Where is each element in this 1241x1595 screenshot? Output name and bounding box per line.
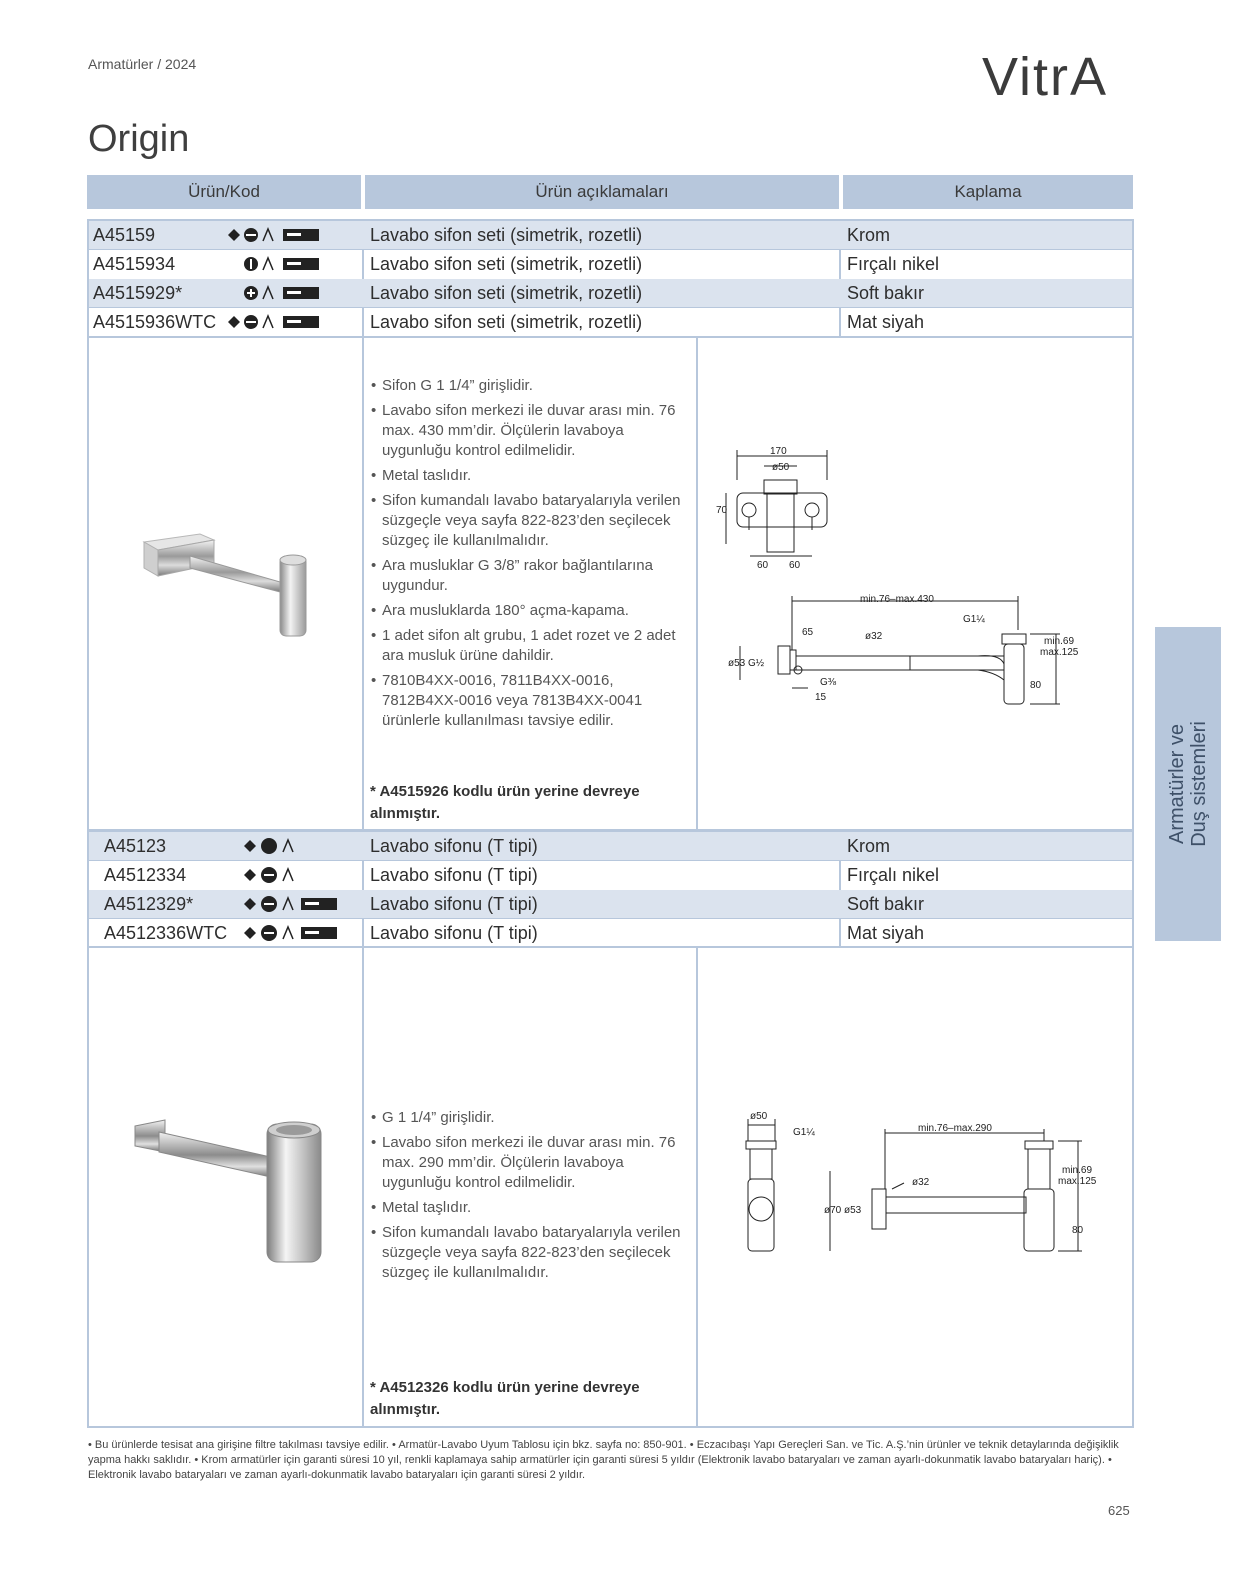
product-code: A4515929* xyxy=(93,282,183,303)
product-code: A4512336WTC xyxy=(104,922,228,943)
feature-item: • Metal taşlıdır. xyxy=(370,1198,688,1218)
feature-icons-svg xyxy=(243,924,339,942)
table-row xyxy=(89,308,1132,336)
feature-icons-svg xyxy=(227,226,323,244)
dim-80: 80 xyxy=(1072,1225,1084,1236)
table-left-rule xyxy=(87,219,89,1428)
technical-drawing-1 xyxy=(700,440,1130,730)
table-row xyxy=(89,919,1132,947)
product-description: Lavabo sifonu (T tipi) xyxy=(370,864,538,885)
technical-drawing-2 xyxy=(720,1105,1120,1275)
product-finish: Krom xyxy=(847,224,891,245)
product-code: A4512334 xyxy=(104,864,187,885)
feature-icons-svg xyxy=(243,895,339,913)
feature-icons-svg xyxy=(243,837,299,855)
product-code: A45159 xyxy=(93,224,156,245)
dim-range: min.76–max.290 xyxy=(918,1123,992,1134)
product-code: A4515936WTC xyxy=(93,311,217,332)
dim-g38: G⅜ xyxy=(820,677,837,688)
feature-icons xyxy=(243,254,323,274)
product-finish: Mat siyah xyxy=(847,922,925,943)
table-bottom-rule xyxy=(87,1426,1134,1428)
product-description: Lavabo sifon seti (simetrik, rozetli) xyxy=(370,282,643,303)
dim-d50: ø50 xyxy=(750,1111,768,1122)
product-code: A4515934 xyxy=(93,253,176,274)
feature-icons xyxy=(227,312,323,332)
footer-notes: • Bu ürünlerde tesisat ana girişine filtre takılması tavsiye edilir. • Armatür-Lavabo Uyum Tablosu için bkz. sayfa no: 850-901. • Eczacıbaşı Yapı Gereçleri San. ve Tic. A.Ş.’nin ürünler ve teknik detaylarında değişiklik yapma hakkı saklıdır. • Krom armatürler için garanti süresi 10 yıl, renkli kaplamaya sahip armatürler için garanti süresi 5 yıldır (Elektronik lavabo bataryaları ve zaman ayarlı-dokunmatik lavabo bataryaları hariç). • Elektronik lavabo bataryaları ve zaman ayarlı-dokunmatik lavabo bataryaları için garanti süresi 2 yıldır. xyxy=(88,1439,1119,1481)
dim-60a: 60 xyxy=(757,560,769,571)
breadcrumb: Armatürler / 2024 xyxy=(88,56,197,72)
feature-icons-svg xyxy=(243,255,323,273)
feature-item: • Sifon kumandalı lavabo bataryalarıyla verilen süzgeçle veya sayfa 822-823’den seçilecek süzgeç ile kullanılmalıdır. xyxy=(370,491,688,551)
side-tab-label: Armatürler ve Duş sistemleri xyxy=(1166,721,1210,847)
dim-d32: ø32 xyxy=(912,1177,930,1188)
feature-item: • G 1 1/4” girişlidir. xyxy=(370,1108,688,1128)
feature-item: • Metal taslıdır. xyxy=(370,466,688,486)
page-title: Origin xyxy=(88,118,190,160)
group-rule xyxy=(87,336,1134,338)
feature-icons xyxy=(243,923,339,943)
product-description: Lavabo sifonu (T tipi) xyxy=(370,893,538,914)
dim-h70: 70 xyxy=(716,505,728,516)
column-header-description: Ürün açıklamaları xyxy=(365,175,839,209)
feature-item: • 1 adet sifon alt grubu, 1 adet rozet ve 2 adet ara musluk ürüne dahildir. xyxy=(370,626,688,666)
product-finish: Krom xyxy=(847,835,891,856)
product-finish: Soft bakır xyxy=(847,893,925,914)
product-description: Lavabo sifon seti (simetrik, rozetli) xyxy=(370,224,643,245)
column-divider xyxy=(696,336,698,830)
dim-d32: ø32 xyxy=(865,631,883,642)
feature-list xyxy=(370,1108,688,1288)
dim-minmax: min.69 xyxy=(1062,1165,1093,1176)
feature-icons xyxy=(243,865,299,885)
column-divider xyxy=(696,947,698,1428)
column-header-code: Ürün/Kod xyxy=(87,175,361,209)
table-row xyxy=(89,279,1132,307)
dim-60b: 60 xyxy=(789,560,801,571)
page-number: 625 xyxy=(1108,1503,1130,1518)
table-row xyxy=(89,832,1132,860)
product-finish: Fırçalı nikel xyxy=(847,253,940,274)
table-row xyxy=(89,221,1132,249)
feature-item: • Lavabo sifon merkezi ile duvar arası min. 76 max. 430 mm’dir. Ölçülerin lavaboya uygunluğu kontrol edilmelidir. xyxy=(370,401,688,461)
feature-item: • Sifon G 1 1/4” girişlidir. xyxy=(370,376,688,396)
dim-thread: G1¼ xyxy=(963,614,985,625)
replacement-note: * A4512326 kodlu ürün yerine devreye alınmıştır. xyxy=(370,1379,640,1418)
feature-item: • Ara musluklarda 180° açma-kapama. xyxy=(370,601,688,621)
column-divider xyxy=(362,219,364,1428)
brand-logo: VitrA xyxy=(982,47,1109,107)
product-code: A45123 xyxy=(104,835,167,856)
column-header-finish: Kaplama xyxy=(843,175,1133,209)
product-finish: Soft bakır xyxy=(847,282,925,303)
table-row xyxy=(89,861,1132,889)
dim-d50: ø50 xyxy=(772,462,790,473)
dim-range: min.76–max.430 xyxy=(860,594,934,605)
dim-minmax: min.69 xyxy=(1044,636,1075,647)
dim-thread: G1¼ xyxy=(793,1127,815,1138)
feature-icons xyxy=(227,225,323,245)
product-finish: Mat siyah xyxy=(847,311,925,332)
product-description: Lavabo sifon seti (simetrik, rozetli) xyxy=(370,253,643,274)
dim-minmax: max.125 xyxy=(1058,1176,1097,1187)
feature-icons-svg xyxy=(243,284,323,302)
product-code: A4512329* xyxy=(104,893,194,914)
product-image-bottle-trap xyxy=(125,1112,335,1272)
feature-icons xyxy=(243,283,323,303)
feature-icons xyxy=(243,836,299,856)
feature-icons-svg xyxy=(227,313,323,331)
dim-width: 170 xyxy=(770,446,787,457)
dim-15: 15 xyxy=(815,692,827,703)
dim-minmax: max.125 xyxy=(1040,647,1079,658)
feature-item: • Lavabo sifon merkezi ile duvar arası min. 76 max. 290 mm’dir. Ölçülerin lavaboya uygunluğu kontrol edilmelidir. xyxy=(370,1133,688,1193)
table-right-rule xyxy=(1132,219,1134,1428)
dim-d53: ø53 G½ xyxy=(728,658,765,669)
side-section-tab[interactable] xyxy=(1155,627,1221,941)
replacement-note: * A4515926 kodlu ürün yerine devreye alınmıştır. xyxy=(370,783,640,822)
product-image-bottle-trap-set xyxy=(130,520,330,640)
table-row xyxy=(89,250,1132,278)
feature-icons-svg xyxy=(243,866,299,884)
product-description: Lavabo sifon seti (simetrik, rozetli) xyxy=(370,311,643,332)
feature-item: • Ara musluklar G 3/8” rakor bağlantılarına uygundur. xyxy=(370,556,688,596)
table-row xyxy=(89,890,1132,918)
dim-d70-d53: ø70 ø53 xyxy=(824,1205,862,1216)
product-finish: Fırçalı nikel xyxy=(847,864,940,885)
dim-80: 80 xyxy=(1030,680,1042,691)
feature-item: • Sifon kumandalı lavabo bataryalarıyla verilen süzgeçle veya sayfa 822-823’den seçilecek süzgeç ile kullanılmalıdır. xyxy=(370,1223,688,1283)
feature-icons xyxy=(243,894,339,914)
product-description: Lavabo sifonu (T tipi) xyxy=(370,835,538,856)
feature-list xyxy=(370,376,688,736)
dim-65: 65 xyxy=(802,627,814,638)
product-description: Lavabo sifonu (T tipi) xyxy=(370,922,538,943)
feature-item: • 7810B4XX-0016, 7811B4XX-0016, 7812B4XX-0016 veya 7813B4XX-0041 ürünlerle kullanılması tavsiye edilir. xyxy=(370,671,688,731)
